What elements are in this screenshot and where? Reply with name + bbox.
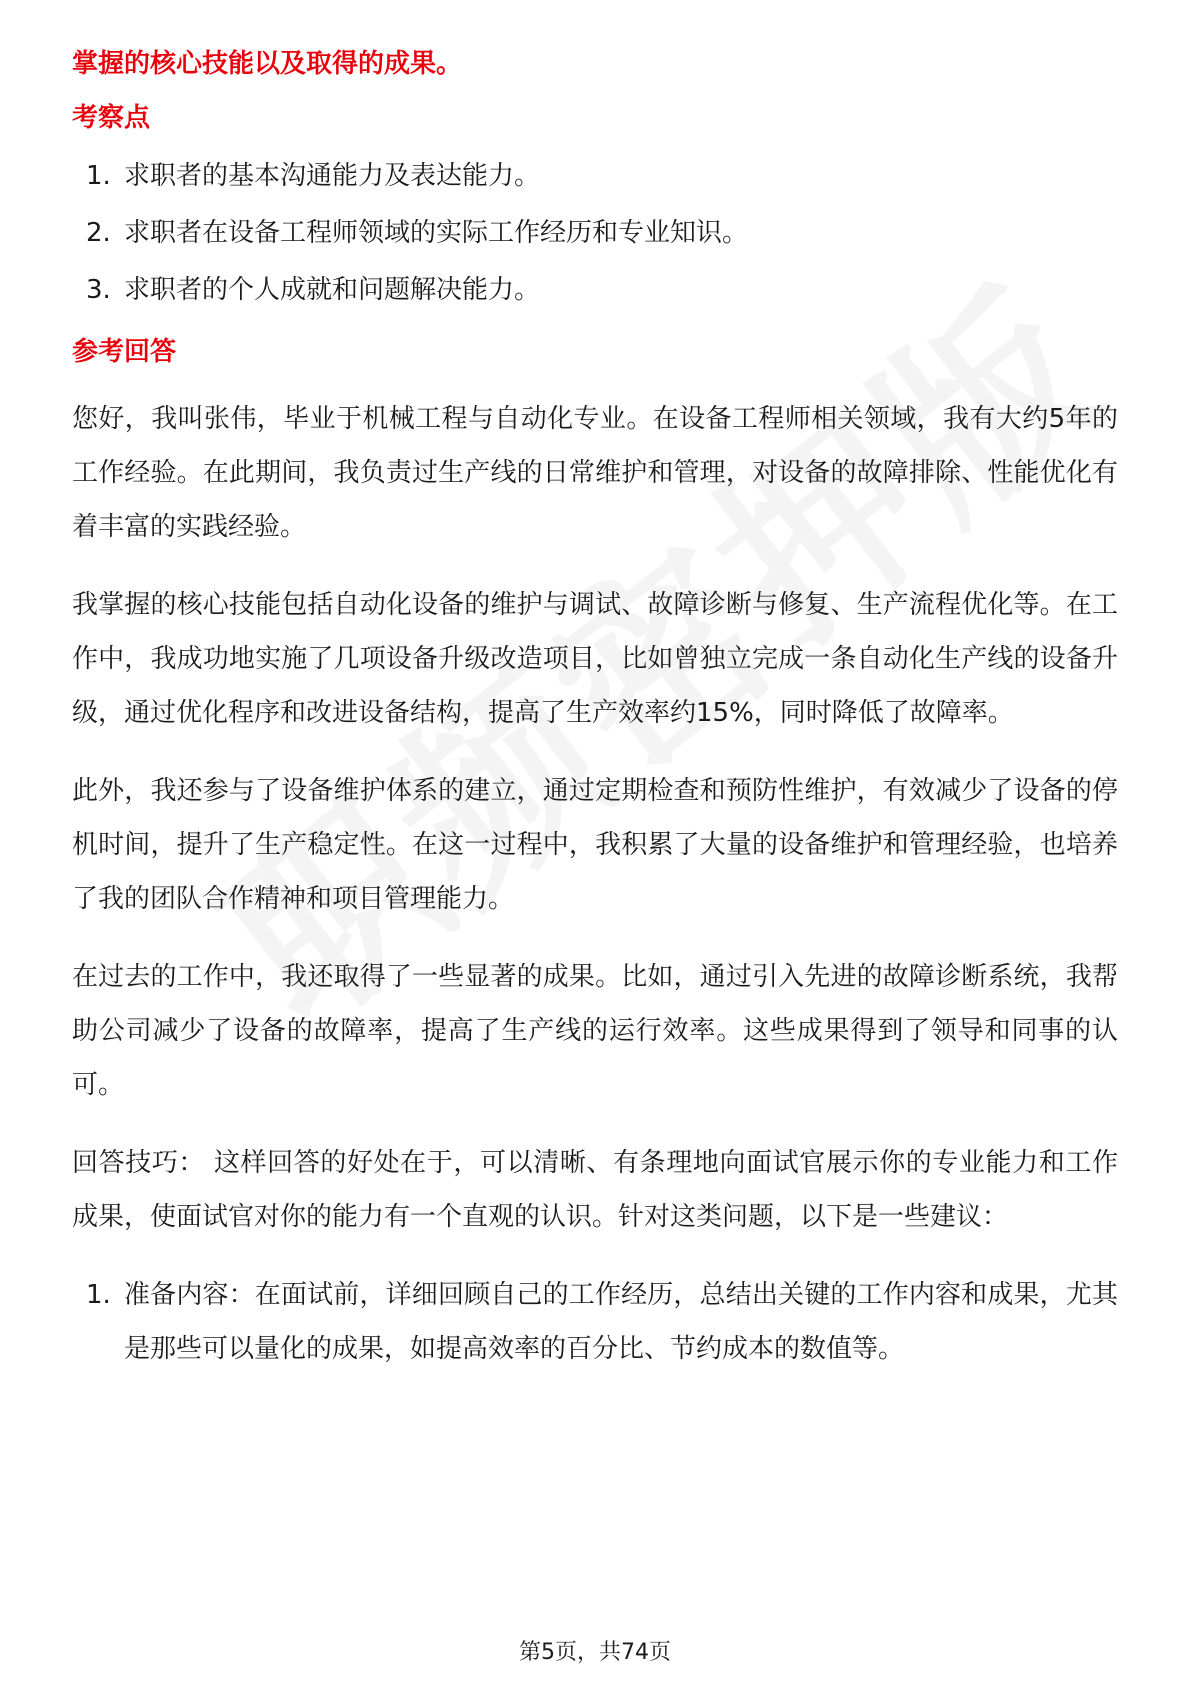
document-content [72, 46, 1118, 1376]
list-number: 1. [86, 1280, 111, 1310]
section-title-answer: 参考回答 [72, 337, 177, 367]
list-item [72, 272, 1118, 308]
tips-list [72, 1268, 1118, 1376]
section-title-points: 考察点 [72, 103, 151, 133]
list-text: 求职者在设备工程师领域的实际工作经历和专业知识。 [124, 218, 749, 248]
list-item [72, 1268, 1118, 1376]
list-item [72, 215, 1118, 251]
list-text: 准备内容：在面试前，详细回顾自己的工作经历，总结出关键的工作内容和成果，尤其是那些可以量化的成果，如提高效率的百分比、节约成本的数值等。 [124, 1280, 1118, 1364]
page-footer: 第5页，共74页 [519, 1640, 671, 1665]
list-number: 1. [86, 161, 111, 191]
list-item [72, 158, 1118, 194]
points-list [72, 158, 1118, 308]
answer-paragraph: 您好，我叫张伟，毕业于机械工程与自动化专业。在设备工程师相关领域，我有大约5年的工作经验。在此期间，我负责过生产线的日常维护和管理，对设备的故障排除、性能优化有着丰富的实践经验。 [72, 404, 1118, 542]
list-number: 2. [86, 218, 111, 248]
answer-paragraph: 此外，我还参与了设备维护体系的建立，通过定期检查和预防性维护，有效减少了设备的停机时间，提升了生产稳定性。在这一过程中，我积累了大量的设备维护和管理经验，也培养了我的团队合作精神和项目管理能力。 [72, 776, 1118, 914]
answer-paragraph: 在过去的工作中，我还取得了一些显著的成果。比如，通过引入先进的故障诊断系统，我帮助公司减少了设备的故障率，提高了生产线的运行效率。这些成果得到了领导和同事的认可。 [72, 962, 1118, 1100]
list-text: 求职者的个人成就和问题解决能力。 [124, 275, 541, 305]
intro-heading: 掌握的核心技能以及取得的成果。 [72, 49, 463, 79]
answer-paragraph: 我掌握的核心技能包括自动化设备的维护与调试、故障诊断与修复、生产流程优化等。在工作中，我成功地实施了几项设备升级改造项目，比如曾独立完成一条自动化生产线的设备升级，通过优化程序和改进设备结构，提高了生产效率约15%，同时降低了故障率。 [72, 590, 1118, 728]
list-number: 3. [86, 275, 111, 305]
list-text: 求职者的基本沟通能力及表达能力。 [124, 161, 541, 191]
tips-paragraph: 回答技巧： 这样回答的好处在于，可以清晰、有条理地向面试官展示你的专业能力和工作成果，使面试官对你的能力有一个直观的认识。针对这类问题，以下是一些建议： [72, 1148, 1118, 1232]
